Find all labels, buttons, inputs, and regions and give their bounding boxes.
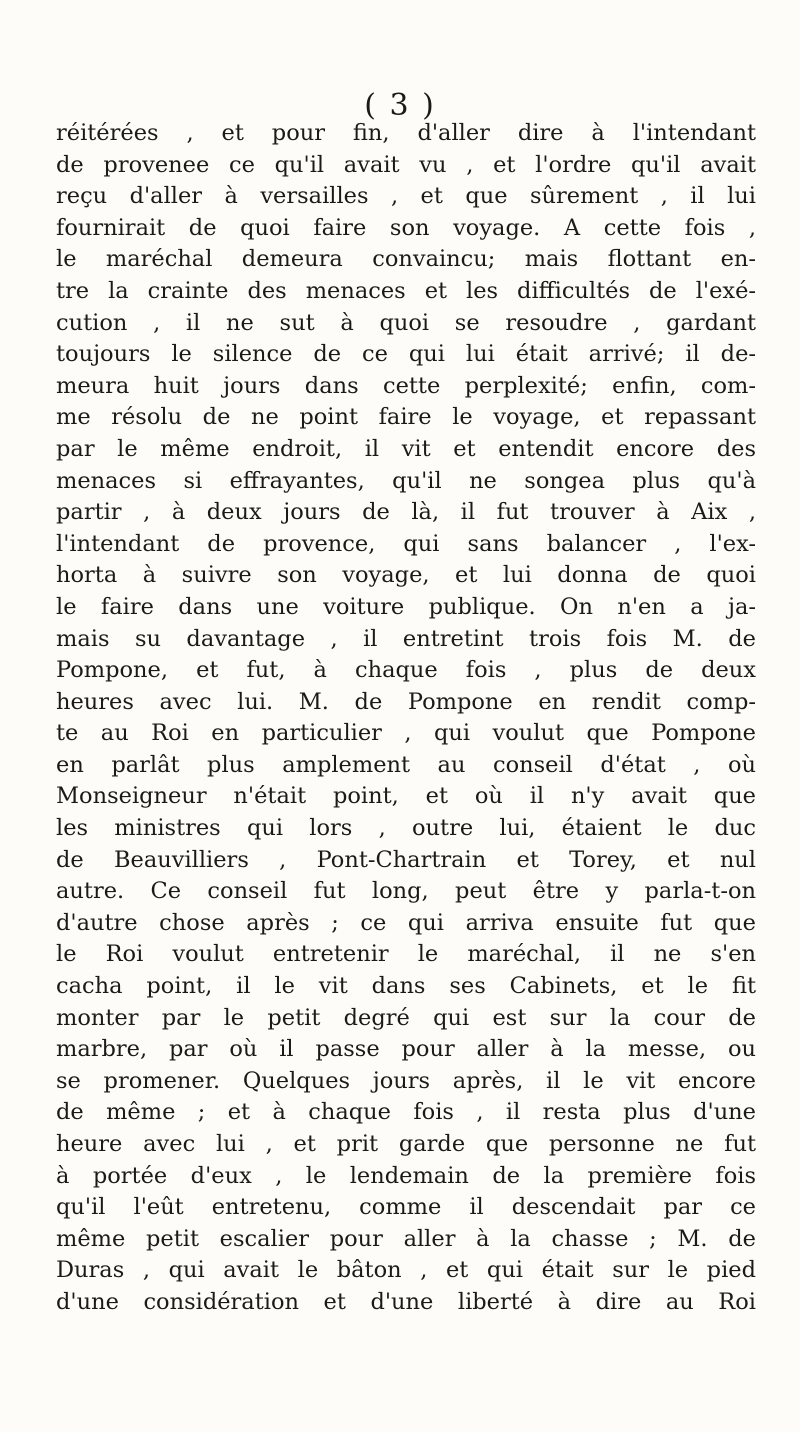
text-line: reçu d'aller à versailles , et que sûrement , il lui xyxy=(56,183,756,210)
text-line: cacha point, il le vit dans ses Cabinets, et le fit xyxy=(56,973,756,1000)
text-line: me résolu de ne point faire le voyage, et repassant xyxy=(56,404,756,431)
text-line: fournirait de quoi faire son voyage. A cette fois , xyxy=(56,214,756,241)
text-line: les ministres qui lors , outre lui, étaient le duc xyxy=(56,815,756,842)
text-line: heure avec lui , et prit garde que personne ne fut xyxy=(56,1131,756,1157)
text-line: Pompone, et fut, à chaque fois , plus de deux xyxy=(56,657,756,684)
text-line: Duras , qui avait le bâton , et qui était sur le pied xyxy=(56,1257,756,1284)
text-line: tre la crainte des menaces et les difficultés de l'exé- xyxy=(56,277,756,304)
text-line: d'autre chose après ; ce qui arriva ensuite fut que xyxy=(56,909,756,936)
text-line: même petit escalier pour aller à la chasse ; M. de xyxy=(56,1225,756,1252)
text-line: partir , à deux jours de là, il fut trouver à Aix , xyxy=(56,499,756,526)
text-line: menaces si effrayantes, qu'il ne songea plus qu'à xyxy=(56,467,756,494)
text-line: le faire dans une voiture publique. On n'en a ja- xyxy=(56,593,756,620)
text-line: qu'il l'eût entretenu, comme il descendait par ce xyxy=(56,1194,756,1221)
text-line: meura huit jours dans cette perplexité; enfin, com- xyxy=(56,372,756,399)
text-line: de même ; et à chaque fois , il resta plus d'une xyxy=(56,1099,756,1126)
text-line: par le même endroit, il vit et entendit encore des xyxy=(56,435,756,462)
text-line: autre. Ce conseil fut long, peut être y parla-t-on xyxy=(56,878,756,905)
text-line: le Roi voulut entretenir le maréchal, il ne s'en xyxy=(56,941,756,968)
text-line: à portée d'eux , le lendemain de la première fois xyxy=(56,1162,756,1189)
text-line: toujours le silence de ce qui lui était arrivé; il de- xyxy=(56,341,756,368)
text-line: horta à suivre son voyage, et lui donna de quoi xyxy=(56,562,756,589)
text-line: te au Roi en particulier , qui voulut que Pompone xyxy=(56,720,756,747)
text-line: l'intendant de provence, qui sans balancer , l'ex- xyxy=(56,530,756,557)
text-line: de provenee ce qu'il avait vu , et l'ordre qu'il avait xyxy=(56,151,756,178)
body-text xyxy=(56,118,756,1319)
text-line: d'une considération et d'une liberté à dire au Roi xyxy=(56,1288,756,1315)
page-number: ( 3 ) xyxy=(364,88,436,123)
text-line: Monseigneur n'était point, et où il n'y avait que xyxy=(56,783,756,810)
text-line: heures avec lui. M. de Pompone en rendit comp- xyxy=(56,688,756,715)
text-line: de Beauvilliers , Pont-Chartrain et Torey, et nul xyxy=(56,846,756,873)
text-line: monter par le petit degré qui est sur la cour de xyxy=(56,1004,756,1031)
text-line: marbre, par où il passe pour aller à la messe, ou xyxy=(56,1036,756,1063)
text-line: en parlât plus amplement au conseil d'état , où xyxy=(56,751,756,778)
text-line: le maréchal demeura convaincu; mais flottant en- xyxy=(56,246,756,273)
text-line: mais su davantage , il entretint trois fois M. de xyxy=(56,625,756,652)
text-line: réitérées , et pour fin, d'aller dire à l'intendant xyxy=(56,120,756,146)
text-line: se promener. Quelques jours après, il le vit encore xyxy=(56,1067,756,1094)
text-line: cution , il ne sut à quoi se resoudre , gardant xyxy=(56,309,756,336)
